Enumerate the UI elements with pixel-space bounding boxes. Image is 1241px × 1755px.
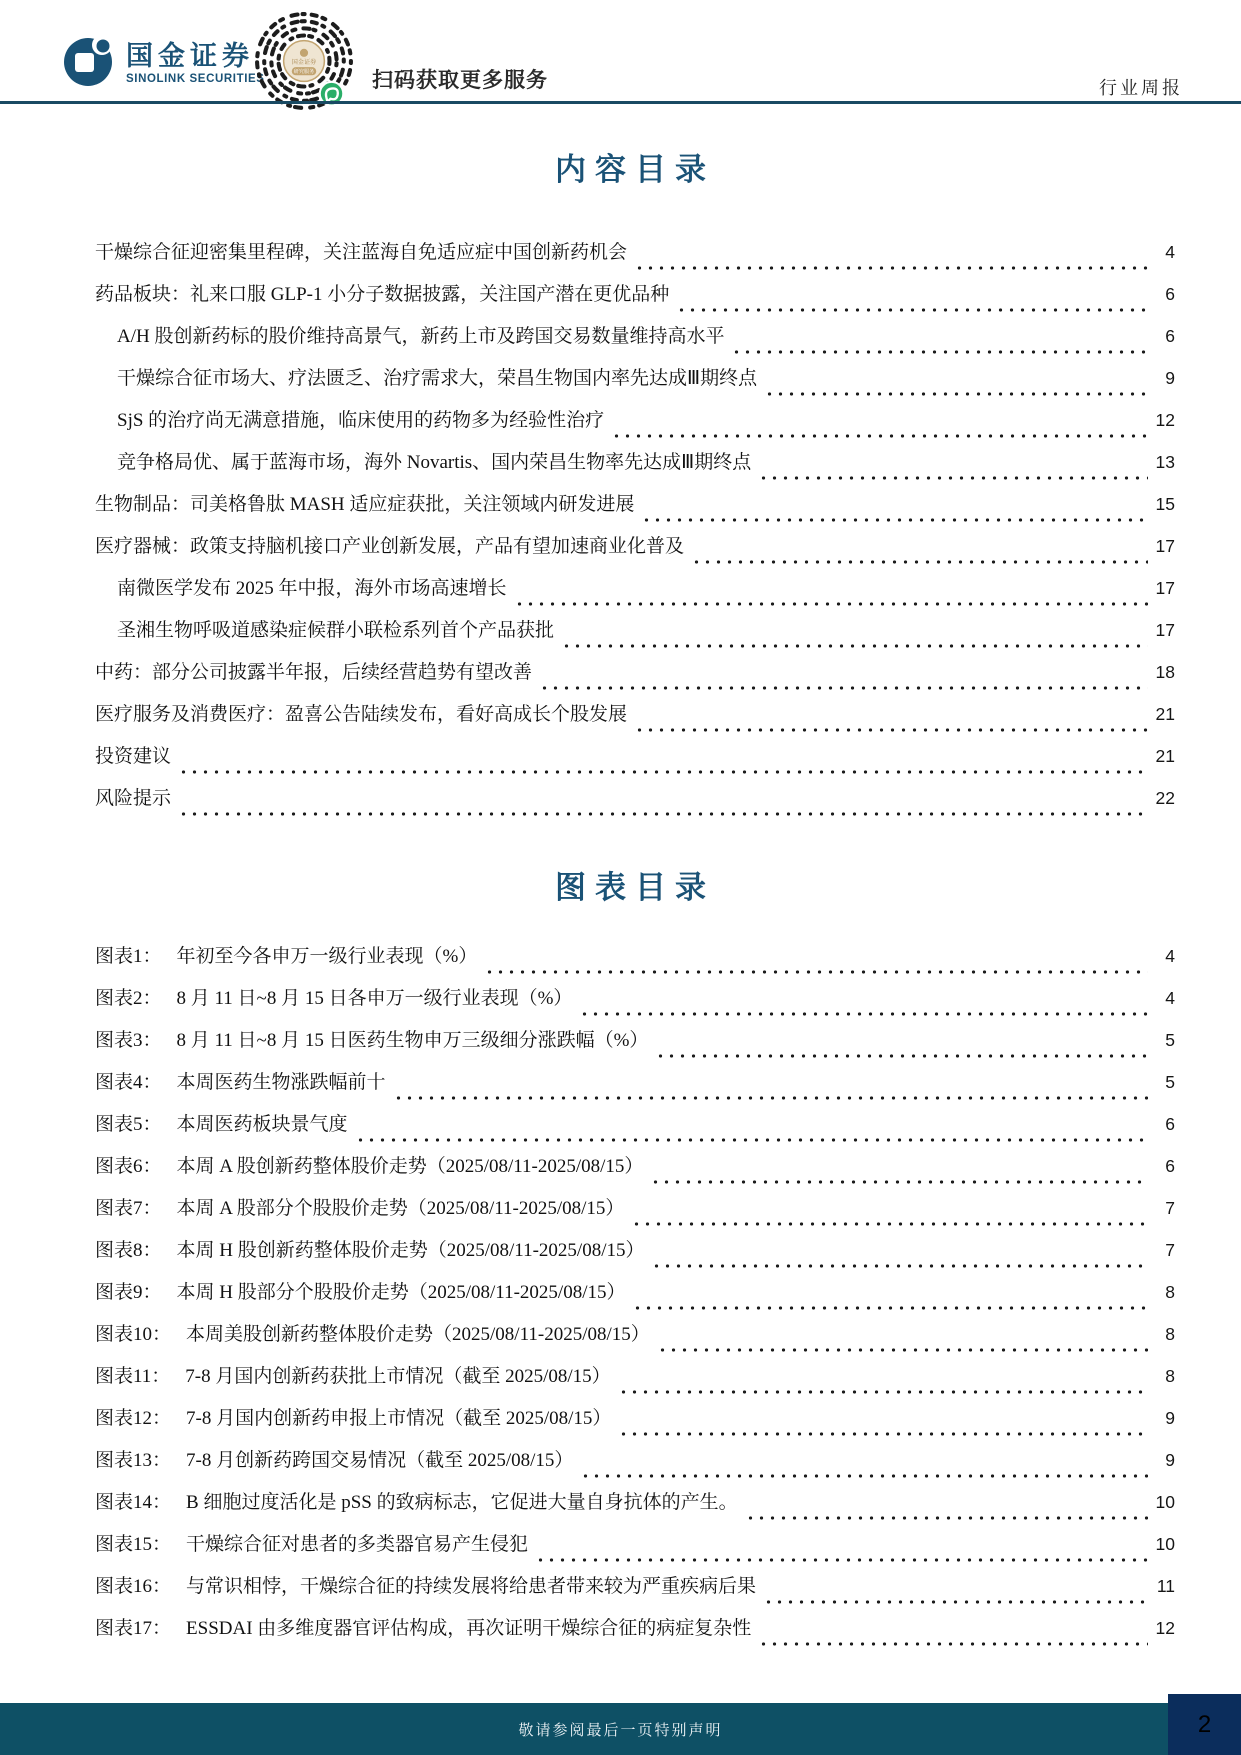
figure-entry[interactable] (95, 941, 1175, 983)
figure-page-number: 7 (1165, 1198, 1175, 1218)
svg-text:国金证券: 国金证券 (291, 59, 317, 67)
figure-page-number: 4 (1165, 988, 1175, 1008)
figure-entry-text: ESSDAI 由多维度器官评估构成，再次证明干燥综合征的病症复杂性 (186, 1618, 752, 1639)
figure-page-number: 9 (1165, 1408, 1175, 1428)
toc-entry[interactable] (95, 321, 1175, 363)
leader-dots (731, 350, 1148, 354)
figure-entry-label: 图表2： (95, 988, 162, 1009)
leader-dots (561, 644, 1148, 648)
figure-page-number: 8 (1165, 1324, 1175, 1344)
figure-entry-label: 图表12： (95, 1408, 172, 1429)
leader-dots (535, 1558, 1148, 1562)
footer-page-number: 2 (1168, 1694, 1241, 1755)
figure-entry-text: 7-8 月创新药跨国交易情况（截至 2025/08/15） (186, 1450, 574, 1471)
leader-dots (611, 434, 1148, 438)
toc-page-number: 6 (1165, 326, 1175, 346)
figure-entry[interactable] (95, 1109, 1175, 1151)
toc-page-number: 13 (1155, 452, 1175, 472)
qr-code (253, 10, 355, 112)
toc-entry-text: 医疗服务及消费医疗：盈喜公告陆续发布，看好高成长个股发展 (95, 704, 628, 725)
toc-entry-text: 竞争格局优、属于蓝海市场，海外 Novartis、国内荣昌生物率先达成Ⅲ期终点 (117, 452, 752, 473)
leader-dots (539, 686, 1148, 690)
qr-caption: 扫码获取更多服务 (372, 69, 548, 92)
leader-dots (580, 1474, 1148, 1478)
figure-entry-label: 图表8： (95, 1240, 162, 1261)
toc-page-number: 17 (1155, 578, 1175, 598)
figure-entry[interactable] (95, 1613, 1175, 1655)
figure-entry[interactable] (95, 1529, 1175, 1571)
leader-dots (657, 1348, 1148, 1352)
figure-entry-label: 图表17： (95, 1618, 172, 1639)
toc-page-number: 17 (1155, 536, 1175, 556)
figure-entry-text: 8 月 11 日~8 月 15 日医药生物申万三级细分涨跌幅（%） (176, 1030, 649, 1051)
leader-dots (632, 1306, 1148, 1310)
leader-dots (764, 392, 1148, 396)
toc-page-number: 15 (1155, 494, 1175, 514)
figure-page-number: 5 (1165, 1072, 1175, 1092)
report-type-label: 行业周报 (1099, 78, 1183, 98)
toc-entry-text: SjS 的治疗尚无满意措施，临床使用的药物多为经验性治疗 (117, 410, 605, 431)
figure-entry[interactable] (95, 1277, 1175, 1319)
figure-page-number: 6 (1165, 1156, 1175, 1176)
leader-dots (355, 1138, 1148, 1142)
brand-name-block (126, 42, 265, 84)
leader-dots (651, 1264, 1148, 1268)
sinolink-logo-icon (62, 34, 116, 93)
leader-dots (634, 728, 1148, 732)
figure-page-number: 4 (1165, 946, 1175, 966)
figure-page-number: 9 (1165, 1450, 1175, 1470)
figure-page-number: 10 (1155, 1534, 1175, 1554)
figure-entry[interactable] (95, 1319, 1175, 1361)
figure-entry[interactable] (95, 1361, 1175, 1403)
figure-entry-label: 图表15： (95, 1534, 172, 1555)
leader-dots (650, 1180, 1148, 1184)
leader-dots (641, 518, 1148, 522)
figure-entry[interactable] (95, 1025, 1175, 1067)
figure-entry[interactable] (95, 1067, 1175, 1109)
toc-entry-text: 药品板块：礼来口服 GLP-1 小分子数据披露，关注国产潜在更优品种 (95, 284, 670, 305)
leader-dots (745, 1516, 1148, 1520)
leader-dots (618, 1432, 1148, 1436)
figure-entry-text: 本周 A 股创新药整体股价走势（2025/08/11-2025/08/15） (176, 1156, 644, 1177)
figure-entry-label: 图表1： (95, 946, 162, 967)
figure-entry-label: 图表6： (95, 1156, 162, 1177)
toc-entry-text: 中药：部分公司披露半年报，后续经营趋势有望改善 (95, 662, 533, 683)
toc-entry[interactable] (95, 741, 1175, 783)
figure-page-number: 5 (1165, 1030, 1175, 1050)
leader-dots (634, 266, 1148, 270)
toc-entry-text: 干燥综合征市场大、疗法匮乏、治疗需求大，荣昌生物国内率先达成Ⅲ期终点 (117, 368, 758, 389)
figures-title: 图表目录 (555, 870, 715, 905)
figure-entry-label: 图表10： (95, 1324, 172, 1345)
figure-entry[interactable] (95, 983, 1175, 1025)
figure-entry-label: 图表4： (95, 1072, 162, 1093)
figure-entry-text: 本周 A 股部分个股股价走势（2025/08/11-2025/08/15） (176, 1198, 625, 1219)
svg-text:研究服务: 研究服务 (293, 69, 315, 76)
figure-entry[interactable] (95, 1235, 1175, 1277)
figure-entry-text: 干燥综合征对患者的多类器官易产生侵犯 (186, 1534, 529, 1555)
figure-entry-text: 本周 H 股创新药整体股价走势（2025/08/11-2025/08/15） (176, 1240, 645, 1261)
toc-entry[interactable] (95, 279, 1175, 321)
toc-entry[interactable] (95, 699, 1175, 741)
toc-entry[interactable] (95, 657, 1175, 699)
figure-entry-text: 本周美股创新药整体股价走势（2025/08/11-2025/08/15） (186, 1324, 650, 1345)
figure-entry-text: 8 月 11 日~8 月 15 日各申万一级行业表现（%） (176, 988, 573, 1009)
toc-entry-text: A/H 股创新药标的股价维持高景气，新药上市及跨国交易数量维持高水平 (117, 326, 725, 347)
leader-dots (618, 1390, 1148, 1394)
toc-entry[interactable] (95, 237, 1175, 279)
figure-entry[interactable] (95, 1445, 1175, 1487)
toc-entry[interactable] (95, 447, 1175, 489)
leader-dots (631, 1222, 1148, 1226)
figure-entry-label: 图表13： (95, 1450, 172, 1471)
toc-entry-text: 生物制品：司美格鲁肽 MASH 适应症获批，关注领域内研发进展 (95, 494, 635, 515)
figure-entry-label: 图表5： (95, 1114, 162, 1135)
leader-dots (676, 308, 1148, 312)
figure-entry-text: 与常识相悖，干燥综合征的持续发展将给患者带来较为严重疾病后果 (186, 1576, 757, 1597)
leader-dots (178, 812, 1148, 816)
toc-entry[interactable] (95, 363, 1175, 405)
figure-page-number: 6 (1165, 1114, 1175, 1134)
header-logo (62, 34, 265, 93)
figure-page-number: 12 (1155, 1618, 1175, 1638)
figure-entry-label: 图表16： (95, 1576, 172, 1597)
figure-entry-text: 本周医药生物涨跌幅前十 (176, 1072, 386, 1093)
figure-entry-label: 图表3： (95, 1030, 162, 1051)
leader-dots (758, 476, 1148, 480)
figure-entry-text: 年初至今各申万一级行业表现（%） (176, 946, 478, 967)
toc-entry-text: 干燥综合征迎密集里程碑，关注蓝海自免适应症中国创新药机会 (95, 242, 628, 263)
leader-dots (691, 560, 1148, 564)
brand-name-en: SINOLINK SECURITIES (126, 72, 265, 85)
toc-entry[interactable] (95, 783, 1175, 825)
toc-entry[interactable] (95, 489, 1175, 531)
toc-page-number: 17 (1155, 620, 1175, 640)
toc-page-number: 9 (1165, 368, 1175, 388)
figure-entry-text: 7-8 月国内创新药申报上市情况（截至 2025/08/15） (186, 1408, 612, 1429)
figure-entry-label: 图表9： (95, 1282, 162, 1303)
leader-dots (763, 1600, 1148, 1604)
figure-entry-text: B 细胞过度活化是 pSS 的致病标志，它促进大量自身抗体的产生。 (186, 1492, 738, 1513)
toc-page-number: 18 (1155, 662, 1175, 682)
toc-page-number: 22 (1155, 788, 1175, 808)
footer-bar (0, 1703, 1241, 1755)
leader-dots (579, 1012, 1148, 1016)
toc-page-number: 12 (1155, 410, 1175, 430)
toc-entry[interactable] (95, 405, 1175, 447)
figure-page-number: 8 (1165, 1366, 1175, 1386)
figure-entry-text: 7-8 月国内创新药获批上市情况（截至 2025/08/15） (185, 1366, 611, 1387)
leader-dots (514, 602, 1148, 606)
toc-page-number: 21 (1155, 704, 1175, 724)
toc-entry-text: 投资建议 (95, 746, 172, 767)
footer-disclaimer: 敬请参阅最后一页特别声明 (518, 1722, 723, 1739)
figures-list (95, 941, 1175, 1655)
figure-entry-label: 图表14： (95, 1492, 172, 1513)
figure-entry-text: 本周 H 股部分个股股价走势（2025/08/11-2025/08/15） (176, 1282, 626, 1303)
figure-entry-text: 本周医药板块景气度 (176, 1114, 348, 1135)
brand-name: 国金证券 (126, 41, 254, 72)
header-divider (0, 101, 1241, 104)
page-content (0, 148, 1241, 1655)
figure-entry[interactable] (95, 1151, 1175, 1193)
toc-title: 内容目录 (555, 152, 715, 187)
figure-entry[interactable] (95, 1193, 1175, 1235)
toc-page-number: 4 (1165, 242, 1175, 262)
toc-page-number: 6 (1165, 284, 1175, 304)
toc-entry[interactable] (95, 531, 1175, 573)
leader-dots (178, 770, 1148, 774)
figure-entry[interactable] (95, 1571, 1175, 1613)
toc-entry[interactable] (95, 615, 1175, 657)
figure-page-number: 10 (1155, 1492, 1175, 1512)
figure-entry-label: 图表11： (95, 1366, 171, 1387)
toc-entry[interactable] (95, 573, 1175, 615)
toc-entry-text: 风险提示 (95, 788, 172, 809)
leader-dots (655, 1054, 1148, 1058)
toc-list (95, 237, 1175, 825)
figure-entry[interactable] (95, 1487, 1175, 1529)
page-header (0, 0, 1241, 103)
leader-dots (484, 970, 1148, 974)
leader-dots (393, 1096, 1148, 1100)
toc-page-number: 21 (1155, 746, 1175, 766)
toc-entry-text: 医疗器械：政策支持脑机接口产业创新发展，产品有望加速商业化普及 (95, 536, 685, 557)
figure-page-number: 7 (1165, 1240, 1175, 1260)
figure-entry[interactable] (95, 1403, 1175, 1445)
leader-dots (758, 1642, 1148, 1646)
toc-entry-text: 圣湘生物呼吸道感染症候群小联检系列首个产品获批 (117, 620, 555, 641)
figure-entry-label: 图表7： (95, 1198, 162, 1219)
figure-page-number: 11 (1156, 1576, 1175, 1596)
toc-entry-text: 南微医学发布 2025 年中报，海外市场高速增长 (117, 578, 507, 599)
figure-page-number: 8 (1165, 1282, 1175, 1302)
